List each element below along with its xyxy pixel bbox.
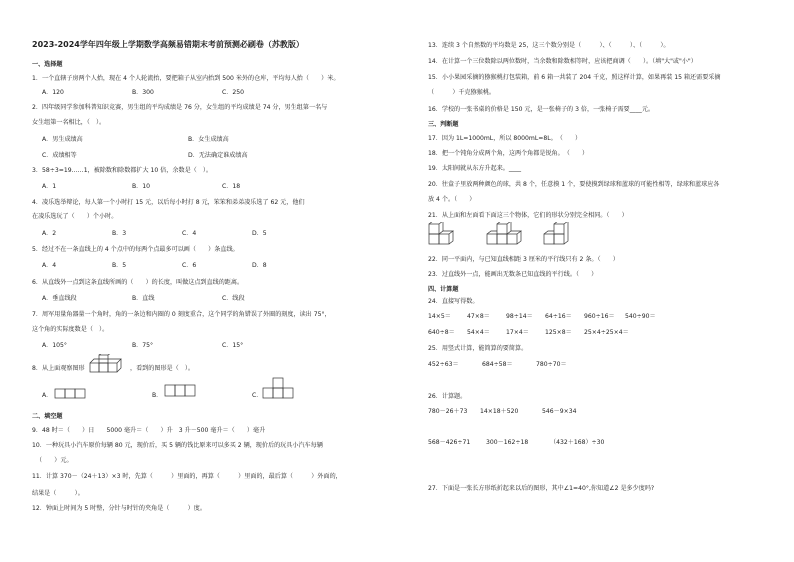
q24-item: 640÷8＝ [428,329,455,336]
question-20-line1: 20．往盒子里放两种颜色的球，共 8 个，任意摸 1 个，要使摸到绿球和蓝球的可能性相等，绿球和蓝球应各 [428,181,720,188]
q24-item: 960÷16＝ [584,313,615,320]
q1-option-b: B．300 [132,89,154,96]
q24-item: 47×8＝ [467,313,490,320]
q21-solid-2 [486,222,526,248]
question-26: 26．计算题。 [428,393,467,400]
question-15-line2: （ ）千克猕猴桃。 [428,89,496,96]
question-10-line2: （ ）元。 [36,457,73,464]
question-2-line2: 女生组第一名相比，（ ）。 [32,119,106,126]
q26-item: 568－426÷71 [428,439,471,446]
q7-option-b: B．75° [132,342,154,349]
q5-option-d: D．8 [252,262,267,269]
q2-option-c: C．成绩相等 [42,152,77,159]
question-14: 14．在计算一个三位数除以两位数时，当余数和除数相等时，应该把商调（ ）。（填"大"或"小"） [428,58,697,65]
question-12: 12．钟面上时间为 5 时整，分针与时针的夹角是（ ）度。 [32,505,206,512]
q24-item: 17×4＝ [506,329,529,336]
q4-option-c: C．4 [182,230,197,237]
question-25: 25．用竖式计算，能简算的要简算。 [428,345,528,352]
question-27: 27．下面是一张长方形纸折起来以后的图形，其中∠1=40°,你知道∠2 是多少度吗? [428,485,655,492]
question-6: 6．从直线外一点到这条直线所画的（ ）的长度，叫做这点到直线的距离。 [32,279,244,286]
q26-item: 546－9×34 [542,408,577,415]
question-18: 18．把一个钝角分成两个角，这两个角都是锐角。 （ ） [428,150,589,157]
q6-option-b: B．直线 [132,295,155,302]
q25-item: 452÷63＝ [428,361,459,368]
section-fill-heading: 二、填空题 [32,413,63,420]
q8-option-b: B． [152,392,163,399]
q4-option-a: A．2 [42,230,57,237]
q26-item: 14×18＋520 [480,408,519,415]
question-15-line1: 15．小小果园采摘的猕猴桃打包装箱，前 6 箱一共装了 204 千克，照这样计算，如果再装 15 箱还需要采摘 [428,74,721,81]
q24-item: 25×4÷25×4＝ [584,329,629,336]
question-23: 23．过直线外一点，能画出无数条已知直线的平行线。（ ） [428,271,598,278]
q2-option-a: A．男生成绩高 [42,136,83,143]
question-5: 5．经过不在一条直线上的 4 个点中的每两个点最多可以画（ ）条直线。 [32,246,239,253]
question-16: 16．学校的一张书桌的价格是 150 元，是一张椅子的 3 倍，一张椅子需要____元。 [428,106,655,113]
q24-item: 540÷90＝ [625,313,656,320]
q26-item: 300－162÷18 [486,439,529,446]
section-judge-heading: 三、判断题 [428,121,459,128]
question-4-line2: 在凌乐选玩了（ ）个小时。 [32,213,118,220]
q8-solid-figure [88,354,128,376]
q1-option-a: A．120 [42,89,64,96]
question-2-line1: 2．四年级同学参加科普知识竞赛，男生组的平均成绩是 76 分，女生组的平均成绩是 74 分，男生组第一名与 [32,104,328,111]
question-11-line2: 结果是（ ）。 [32,490,84,497]
question-7-line2: 这个角的实际度数是（ ）。 [32,326,109,333]
q8-option-b-figure [164,383,198,399]
question-24: 24．直接写得数。 [428,298,479,305]
q8-option-c-figure [262,376,296,400]
question-19: 19．太阳间就从东方升起来。____ [428,165,522,172]
question-4-line1: 4．凌乐选举辩论，每人第一个小时打 15 元，以后每小时打 8 元，笨笨和弟弟凌乐选了 62 元，他们 [32,199,305,206]
question-7-line1: 7．周军用量角器量一个角时，角的一条边和内圈的 0 刻度重合，这个同学的角错误了外圈的刻度，读出 75°， [32,311,331,318]
q5-option-a: A．4 [42,262,57,269]
q7-option-a: A．105° [42,342,67,349]
q2-option-d: D．无法确定谁成绩高 [188,152,248,159]
q8-option-c: C． [252,392,263,399]
question-21: 21．从上面和左面看下面这三个物体，它们的形状分别完全相同。（ ） [428,212,628,219]
q4-option-b: B．3 [112,230,127,237]
question-1: 1．一个直辖子房两个人抬，现在 4 个人轮流抬，要把箱子从室内抬到 500 米外的仓库，平均每人抬（ ）米。 [32,75,340,82]
q26-item: （432＋168）÷30 [550,439,605,446]
question-20-line2: 放 4 个。（ ） [428,196,476,203]
q6-option-c: C．线段 [222,295,245,302]
question-3: 3．58÷3=19……1，被除数和除数都扩大 10 倍，余数是（ ）。 [32,167,212,174]
q8-option-a-figure [54,385,88,399]
q24-item: 98÷14＝ [506,313,533,320]
q2-option-b: B．女生成绩高 [188,136,229,143]
q5-option-c: C．6 [182,262,197,269]
q3-option-b: B．10 [132,183,151,190]
question-22: 22．同一平面内，与已知直线相距 3 厘米的平行线只有 2 条。（ ） [428,256,619,263]
question-9: 9．48 时＝（ ）日 5000 毫升＝（ ）升 3 升－500 毫升＝（ ）毫升 [32,427,266,434]
q26-item: 780－26＋73 [428,408,468,415]
section-calc-heading: 四、计算题 [428,286,459,293]
q24-item: 14×5＝ [428,313,451,320]
q4-option-d: D．5 [252,230,267,237]
q8-option-a: A． [42,392,53,399]
question-10-line1: 10．一种玩具小汽车原价每辆 80 元，现价后，买 5 辆的钱比原来可以多买 2 辆，现价后的玩具小汽车每辆 [32,442,323,449]
q7-option-c: C．15° [222,342,244,349]
q3-option-c: C．18 [222,183,241,190]
question-11-line1: 11．计算 370－（24＋13）×3 时，先算（ ）里面的，再算（ ）里面的，最后算（ ）外面的， [32,473,342,480]
q5-option-b: B．5 [112,262,127,269]
q21-solid-1 [428,222,468,248]
page-title: 2023-2024学年四年级上学期数学高频易错期末考前预测必刷卷（苏教版） [32,40,304,49]
q24-item: 54×4＝ [467,329,490,336]
q25-item: 780÷70＝ [536,361,567,368]
question-13: 13．连续 3 个自然数的平均数是 25，这三个数分别是（ ）、（ ）、（ ）。 [428,42,670,49]
q3-option-a: A．1 [42,183,57,190]
section-choice-heading: 一、选择题 [32,61,63,68]
question-17: 17．因为 1L=1000mL，所以 8000mL=8L。 （ ） [428,135,582,142]
q24-item: 125×8＝ [545,329,572,336]
q25-item: 684÷58＝ [482,361,513,368]
q24-item: 64÷16＝ [545,313,572,320]
question-8-suffix: ，看到的图形是（ ）。 [130,365,194,372]
q21-solid-3 [543,222,583,248]
q6-option-a: A．垂直线段 [42,295,77,302]
q1-option-c: C．250 [222,89,244,96]
question-8-prefix: 8．从上面观察图形 [32,365,85,372]
